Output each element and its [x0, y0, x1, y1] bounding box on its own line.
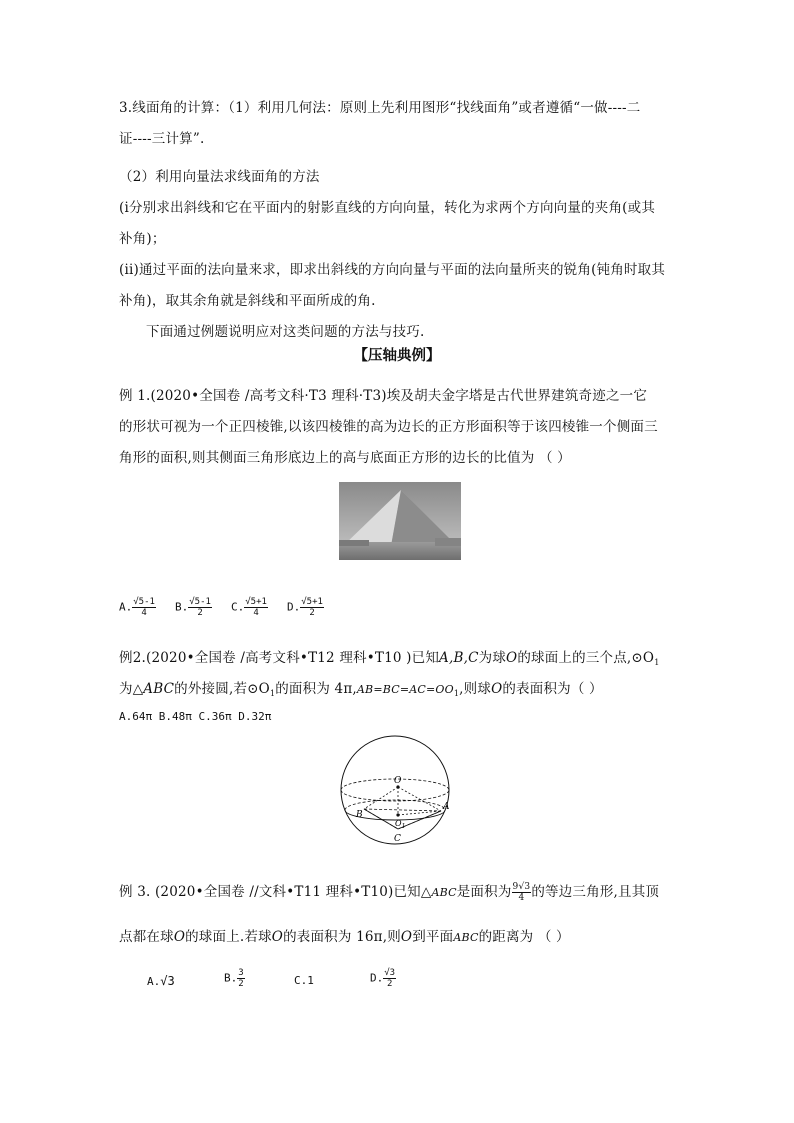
example3-option-a: A.√3 [147, 974, 175, 988]
example2-line: 例2.(2020•全国卷 /高考文科•T12 理科•T10 )已知A,B,C为球O的球面上的三个点$,⊙O_1$ [119, 650, 660, 667]
fraction: $\frac{9√3}{4}$ [512, 882, 531, 903]
text-line: 下面通过例题说明应对这类问题的方法与技巧. [146, 324, 425, 340]
example2-line: 为△ABC的外接圆,若$⊙O_1$的面积为 $4\pi,AB=BC=AC=OO_1$,则球O的表面积为（ ） [119, 681, 603, 698]
example3-line: 例 3. (2020•全国卷 //文科•T11 理科•T10)已知△ABC是面积为 $\frac{9√3}{4}$ 的等边三角形,且其顶 [119, 882, 660, 903]
example1-option: D. $\frac{√5+1}{2}$ [287, 597, 323, 618]
example1-option: B. $\frac{√5-1}{2}$ [175, 597, 211, 618]
example1-option: C. $\frac{√5+1}{4}$ [231, 597, 267, 618]
text-line: 证----三计算”. [119, 131, 205, 147]
example3-option-b: B. $\frac{3}{2}$ [224, 968, 244, 989]
text-line: (ii)通过平面的法向量来求，即求出斜线的方向向量与平面的法向量所夹的锐角(钝角时取其 [119, 262, 666, 278]
figure-label-B: B [356, 810, 363, 820]
example1-line: 的形状可视为一个正四棱锥,以该四棱锥的高为边长的正方形面积等于该四棱锥一个侧面三 [119, 419, 658, 435]
sphere-figure [338, 735, 458, 850]
figure-label-C: C [394, 834, 401, 844]
section-heading: 【压轴典例】 [353, 347, 441, 364]
example1-line: 例 1.(2020•全国卷 /高考文科·T3 理科·T3)埃及胡夫金字塔是古代世界建筑奇迹之一它 [119, 388, 648, 404]
figure-label-A: A [443, 802, 450, 812]
text-line: 补角)； [119, 231, 166, 247]
pyramid-photo [339, 482, 461, 560]
text-line: (i分别求出斜线和它在平面内的射影直线的方向向量，转化为求两个方向向量的夹角(或其 [119, 200, 656, 216]
example3-option-c: C.1 [294, 974, 314, 987]
example1-line: 角形的面积,则其侧面三角形底边上的高与底面正方形的边长的比值为 （ ） [119, 450, 571, 466]
figure-label-O: O [394, 776, 402, 786]
example1-option: A. $\frac{√5-1}{4}$ [119, 597, 155, 618]
example3-line: 点都在球O的球面上.若球O的表面积为 16π,则O到平面ABC的距离为 （ ） [119, 929, 570, 945]
example2-options: A.64π B.48π C.36π D.32π [119, 710, 272, 723]
text-line: 补角)，取其余角就是斜线和平面所成的角. [119, 293, 376, 309]
text-line: （2）利用向量法求线面角的方法 [119, 169, 320, 185]
example3-option-d: D. $\frac{√3}{2}$ [370, 968, 396, 989]
text-line: 3.线面角的计算：（1）利用几何法：原则上先利用图形“找线面角”或者遵循“一做----二 [119, 100, 641, 116]
figure-label-O1: $O_1$ [395, 819, 406, 830]
